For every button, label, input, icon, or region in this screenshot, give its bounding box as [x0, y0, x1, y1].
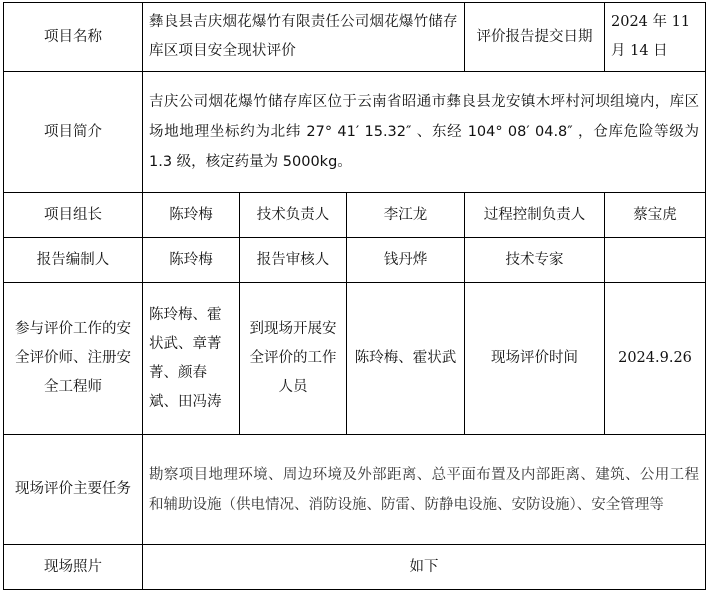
intro-value: 吉庆公司烟花爆竹储存库区位于云南省昭通市彝良县龙安镇木坪村河坝组境内，库区场地地理坐标约为北纬 27° 41′ 15.32″ 、东经 104° 08′ 04.8″ ，仓库危险等级为 1.3 级，核定药量为 5000kg。	[143, 72, 706, 193]
onsite-staff-label: 到现场开展安全评价的工作人员	[240, 283, 347, 435]
process-lead-label: 过程控制负责人	[465, 193, 605, 238]
row-participants	[4, 283, 706, 435]
project-name-value: 彝良县吉庆烟花爆竹有限责任公司烟花爆竹储存库区项目安全现状评价	[143, 3, 465, 72]
reviewer-label: 报告审核人	[240, 238, 347, 283]
row-project-name	[4, 3, 706, 72]
author-label: 报告编制人	[4, 238, 143, 283]
participants-label: 参与评价工作的安全评价师、注册安全工程师	[4, 283, 143, 435]
participants-names: 陈玲梅、霍状武、章菁菁、颜春斌、田冯涛	[143, 283, 240, 435]
process-lead-name: 蔡宝虎	[605, 193, 706, 238]
expert-label: 技术专家	[465, 238, 605, 283]
intro-label: 项目简介	[4, 72, 143, 193]
row-photos	[4, 545, 706, 590]
tasks-label: 现场评价主要任务	[4, 435, 143, 545]
row-report	[4, 238, 706, 283]
onsite-time-value: 2024.9.26	[605, 283, 706, 435]
photos-value: 如下	[143, 545, 706, 590]
project-name-label: 项目名称	[4, 3, 143, 72]
tech-lead-label: 技术负责人	[240, 193, 347, 238]
report-date-value: 2024 年 11 月 14 日	[605, 3, 706, 72]
tasks-value: 勘察项目地理环境、周边环境及外部距离、总平面布置及内部距离、建筑、公用工程和辅助设施（供电情况、消防设施、防雷、防静电设施、安防设施）、安全管理等	[143, 435, 706, 545]
leader-name: 陈玲梅	[143, 193, 240, 238]
reviewer-name: 钱丹烨	[347, 238, 465, 283]
expert-name	[605, 238, 706, 283]
row-leader	[4, 193, 706, 238]
report-date-label: 评价报告提交日期	[465, 3, 605, 72]
onsite-time-label: 现场评价时间	[465, 283, 605, 435]
evaluation-info-table	[3, 2, 706, 590]
leader-label: 项目组长	[4, 193, 143, 238]
author-name: 陈玲梅	[143, 238, 240, 283]
row-intro	[4, 72, 706, 193]
row-tasks	[4, 435, 706, 545]
tech-lead-name: 李江龙	[347, 193, 465, 238]
photos-label: 现场照片	[4, 545, 143, 590]
onsite-staff-names: 陈玲梅、霍状武	[347, 283, 465, 435]
